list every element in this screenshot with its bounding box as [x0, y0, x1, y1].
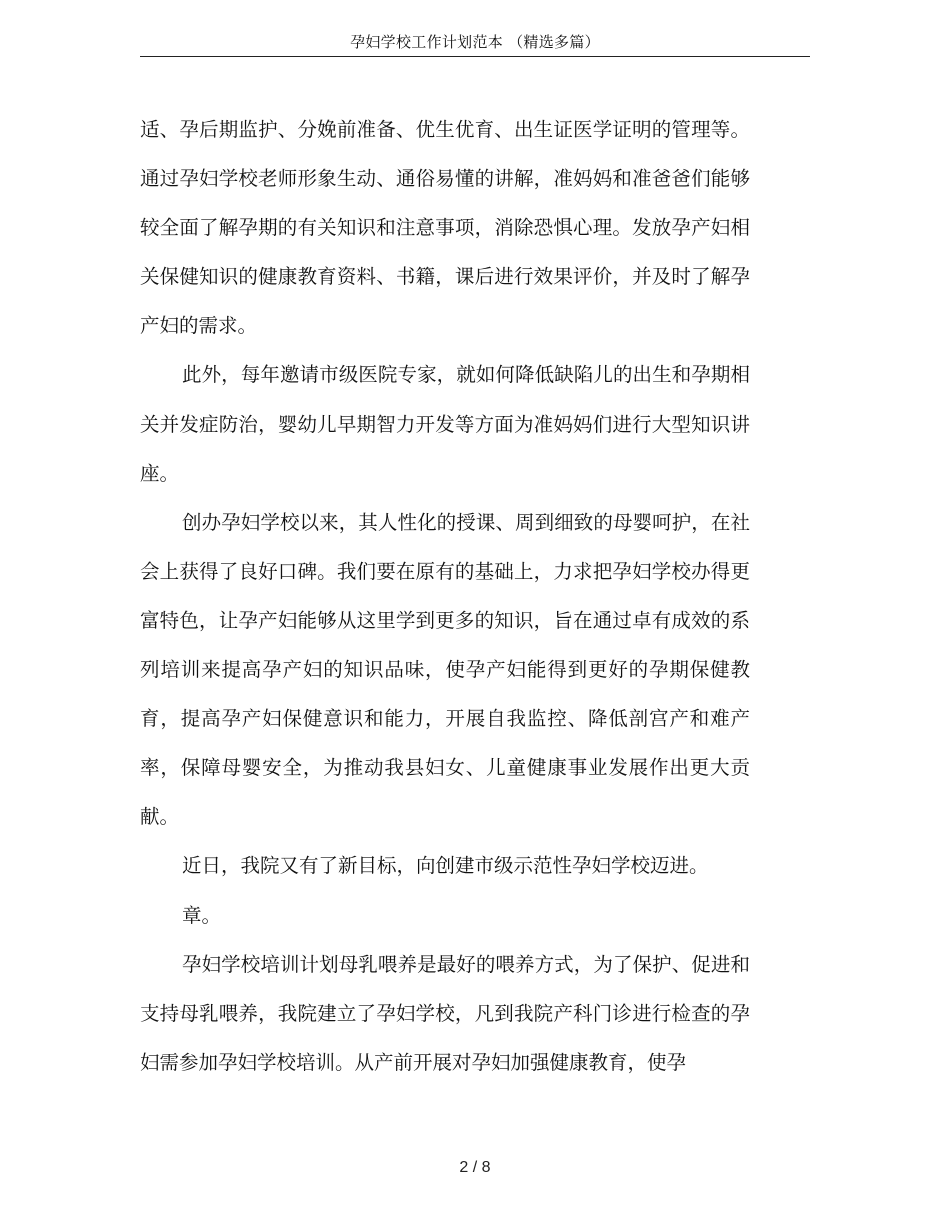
paragraph: 创办孕妇学校以来，其人性化的授课、周到细致的母婴呵护，在社会上获得了良好口碑。我们要在原有的基础上，力求把孕妇学校办得更富特色，让孕产妇能够从这里学到更多的知识，旨在通过卓有成效的系列培训来提高孕产妇的知识品味，使孕产妇能得到更好的孕期保健教育，提高孕产妇保健意识和能力，开展自我监控、降低剖宫产和难产率，保障母婴安全，为推动我县妇女、儿童健康事业发展作出更大贡献。 — [140, 510, 750, 829]
paragraph: 孕妇学校培训计划母乳喂养是最好的喂养方式，为了保护、促进和支持母乳喂养，我院建立了孕妇学校，凡到我院产科门诊进行检查的孕妇需参加孕妇学校培训。从产前开展对孕妇加强健康教育，使孕 — [140, 952, 750, 1074]
page-header — [140, 28, 810, 57]
paragraph: 近日，我院又有了新目标，向创建市级示范性孕妇学校迈进。 — [182, 854, 709, 878]
paragraph: 此外，每年邀请市级医院专家，就如何降低缺陷儿的出生和孕期相关并发症防治，婴幼儿早期智力开发等方面为准妈妈们进行大型知识讲座。 — [140, 363, 750, 485]
page-number: 2 / 8 — [459, 1159, 491, 1176]
paragraph: 适、孕后期监护、分娩前准备、优生优育、出生证医学证明的管理等。通过孕妇学校老师形象生动、通俗易懂的讲解，准妈妈和准爸爸们能够较全面了解孕期的有关知识和注意事项，消除恐惧心理。发放孕产妇相关保健知识的健康教育资料、书籍，课后进行效果评价，并及时了解孕产妇的需求。 — [140, 118, 750, 338]
document-title: 孕妇学校工作计划范本 （精选多篇） — [350, 33, 600, 51]
paragraph: 章。 — [182, 903, 222, 927]
document-body — [140, 105, 750, 1087]
